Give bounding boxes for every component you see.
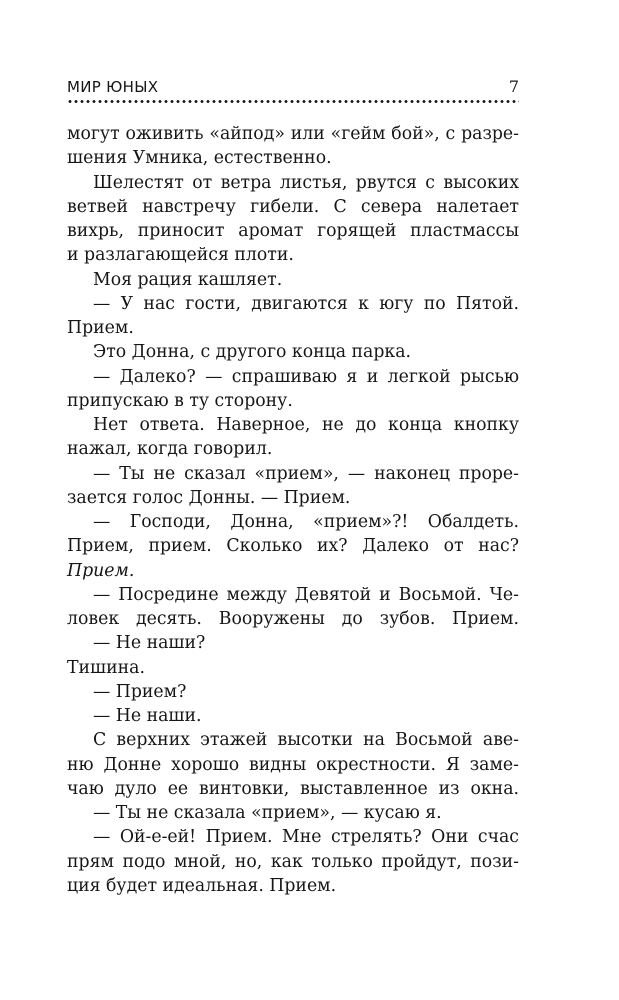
text-line: — Ой-е-ей! Прием. Мне стрелять? Они счас <box>93 827 519 848</box>
text-line: припускаю в ту сторону. <box>67 390 293 411</box>
text-line: — Не наши. <box>93 706 202 726</box>
page-header <box>67 76 519 100</box>
text-line: нажал, когда говорил. <box>67 439 273 460</box>
text-line: ция будет идеальная. Прием. <box>67 875 337 896</box>
text-line: чаю дуло ее винтовки, выставленное из окна. <box>67 778 519 799</box>
text-line: зается голос Донны. — Прием. <box>67 487 351 508</box>
text-line: и разлагающейся плоти. <box>67 245 294 266</box>
text-line: ловек десять. Вооружены до зубов. Прием. <box>67 609 519 629</box>
text-line: — Далеко? — спрашиваю я и легкой рысью <box>93 366 519 387</box>
text-line: Это Донна, с другого конца парка. <box>93 342 412 363</box>
text-line: ветвей навстречу гибели. С севера налетает <box>67 196 519 217</box>
text-line: Моя рация кашляет. <box>93 269 283 290</box>
text-line: Прием. <box>67 560 135 581</box>
text-line: вихрь, приносит аромат горящей пластмассы <box>67 221 519 241</box>
text-line: ню Донне хорошо видны окрестности. Я заме- <box>67 754 519 775</box>
text-line: Нет ответа. Наверное, не до конца кнопку <box>93 415 519 435</box>
text-line: Прием. <box>67 318 134 338</box>
text-line: — Ты не сказала «прием», — кусаю я. <box>93 803 442 823</box>
text-line: С верхних этажей высотки на Восьмой аве- <box>93 730 519 751</box>
text-line: — Ты не сказал «прием», — наконец проре- <box>93 463 519 484</box>
text-line: — Посредине между Девятой и Восьмой. Че- <box>93 584 519 605</box>
text-line: — У нас гости, двигаются к югу по Пятой. <box>93 293 519 314</box>
text-line: — Прием? <box>93 681 187 702</box>
text-line: — Не наши? <box>93 633 206 654</box>
text-line: прям подо мной, но, как только пройдут, пози- <box>67 851 519 872</box>
text-line: шения Умника, естественно. <box>67 148 332 169</box>
text-line: — Господи, Донна, «прием»?! Обалдеть. <box>93 512 519 532</box>
text-line: Прием, прием. Сколько их? Далеко от нас? <box>67 536 519 557</box>
page-number: 7 <box>508 77 519 96</box>
text-line: Тишина. <box>67 657 145 678</box>
running-title: МИР ЮНЫХ <box>67 78 159 96</box>
dotted-rule <box>67 100 519 103</box>
text-line: могут оживить «айпод» или «гейм бой», с разре- <box>67 124 519 144</box>
text-line: Шелестят от ветра листья, рвутся с высоких <box>93 172 519 193</box>
body-text <box>67 122 519 898</box>
